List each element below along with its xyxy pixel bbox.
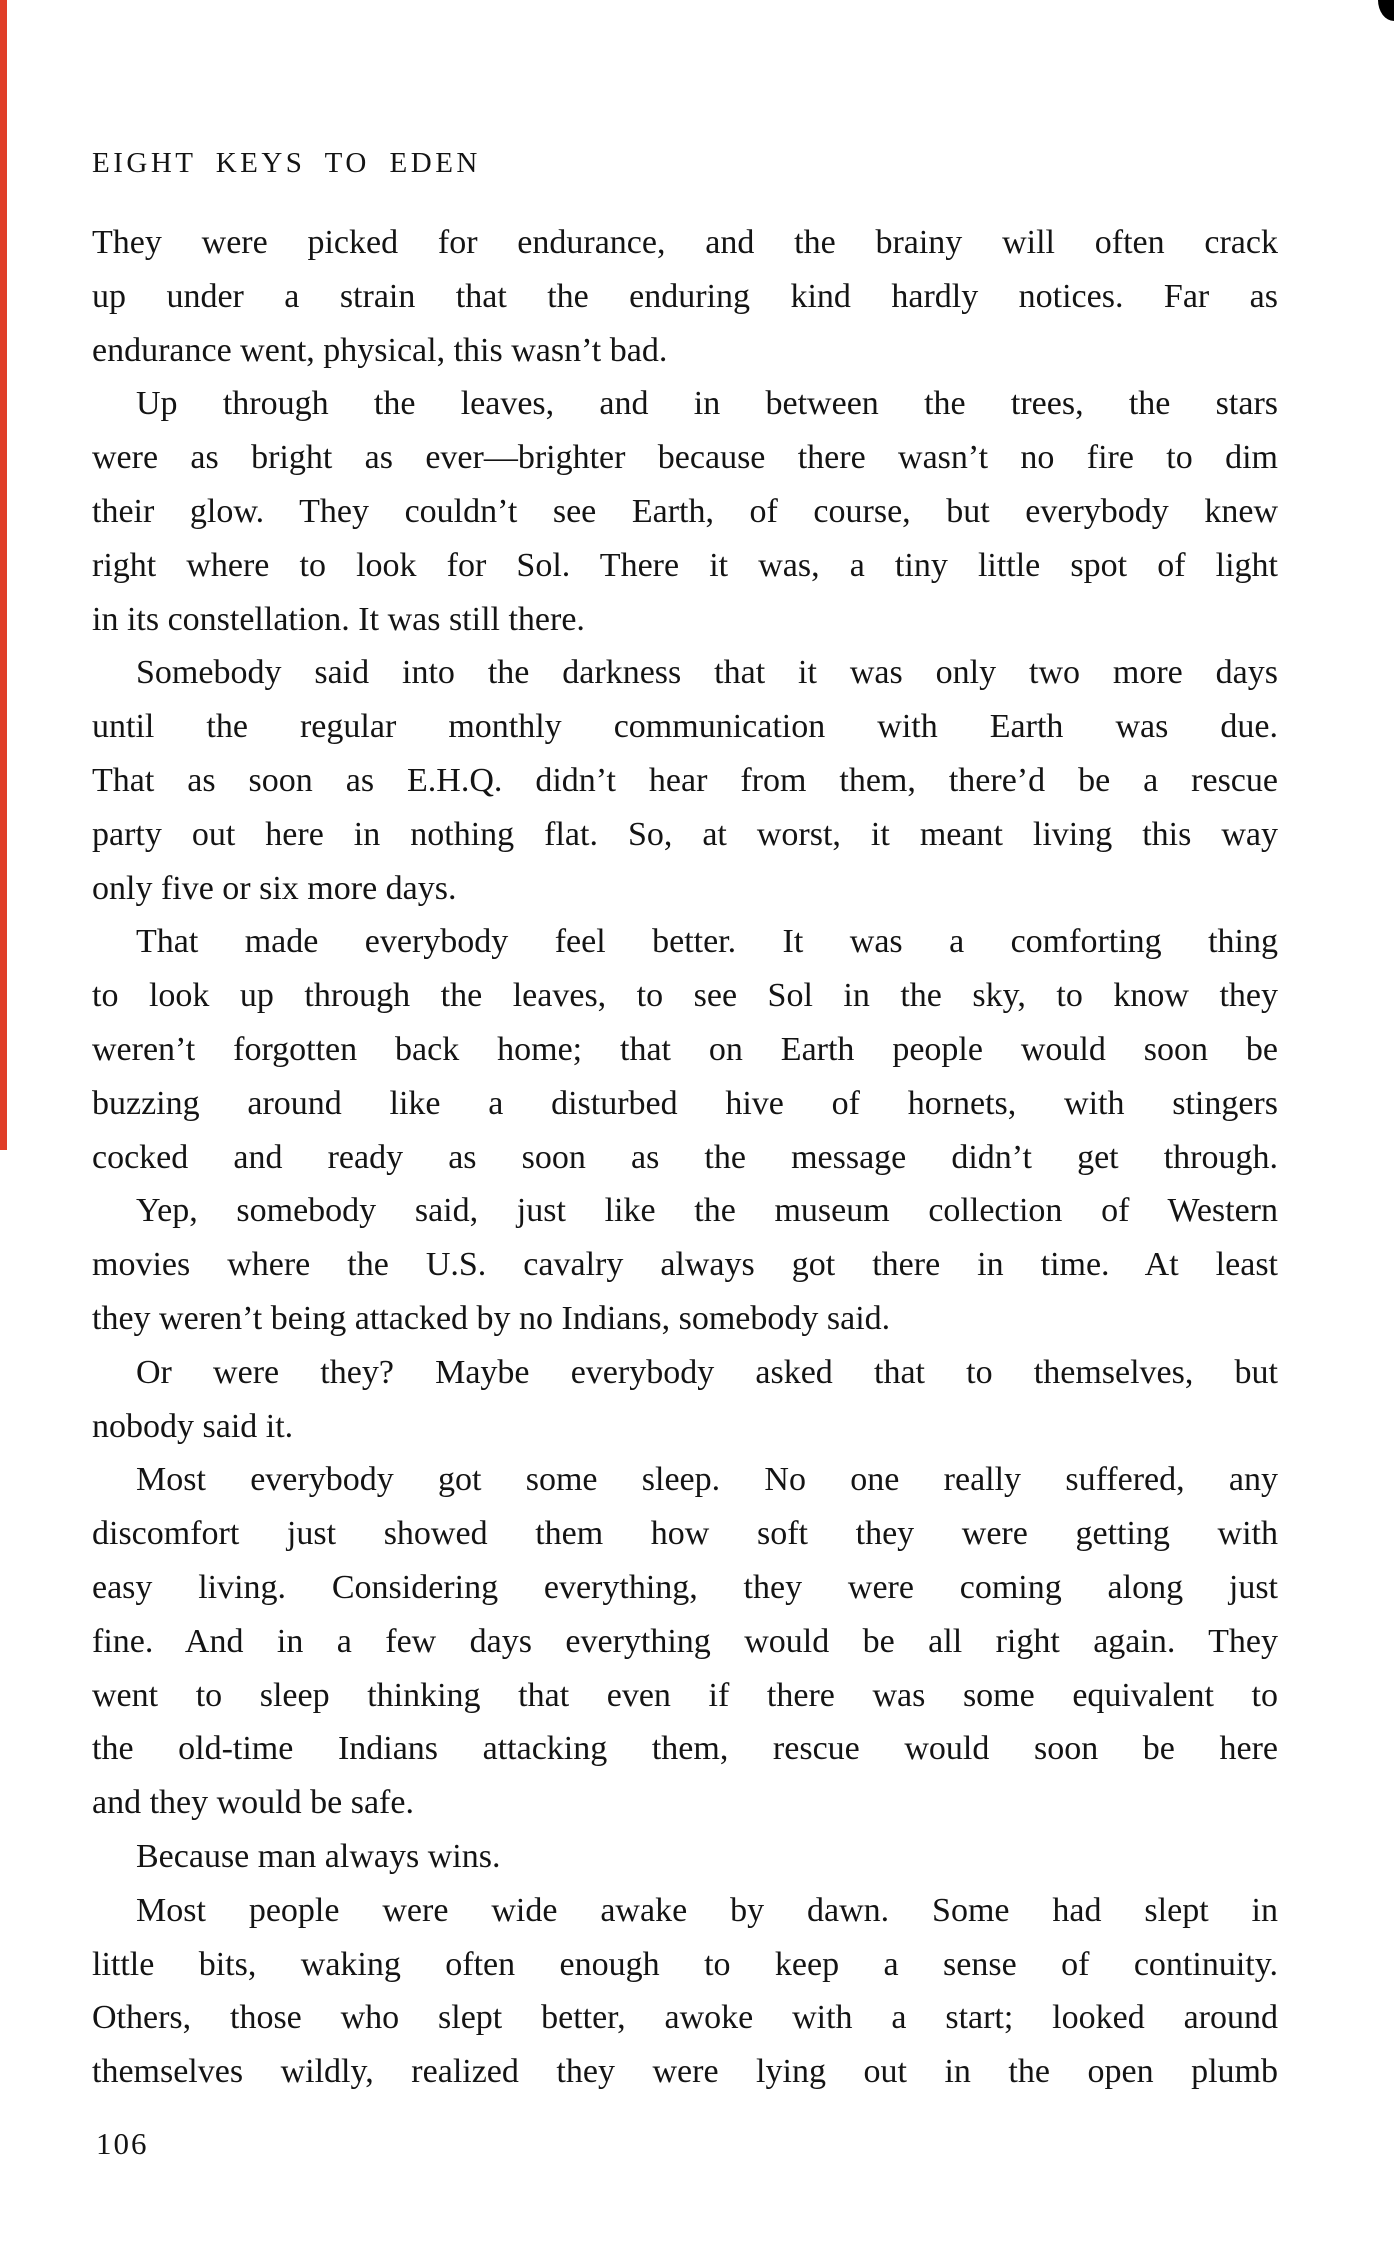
text-line: were as bright as ever—brighter because there wasn’t no fire to dim	[92, 439, 1278, 477]
text-line: Most people were wide awake by dawn. Some had slept in	[136, 1891, 1278, 1929]
paragraph	[92, 1830, 1278, 1884]
text-line: endurance went, physical, this wasn’t bad.	[92, 331, 668, 369]
text-line: themselves wildly, realized they were lying out in the open plumb	[92, 2053, 1278, 2091]
page-corner-mark	[1378, 0, 1394, 21]
text-line: they weren’t being attacked by no Indians, somebody said.	[92, 1299, 891, 1337]
text-line: in its constellation. It was still there.	[92, 600, 585, 638]
text-line: discomfort just showed them how soft they were getting with	[92, 1515, 1278, 1553]
text-line: until the regular monthly communication with Earth was due.	[92, 708, 1278, 746]
text-line: weren’t forgotten back home; that on Earth people would soon be	[92, 1030, 1278, 1068]
text-line: Somebody said into the darkness that it was only two more days	[136, 654, 1278, 692]
text-line: Up through the leaves, and in between the trees, the stars	[136, 385, 1278, 423]
paragraph	[92, 1184, 1278, 1345]
text-line: fine. And in a few days everything would be all right again. They	[92, 1622, 1278, 1660]
text-line: cocked and ready as soon as the message didn’t get through.	[92, 1138, 1278, 1176]
paragraph	[92, 915, 1278, 1184]
text-line: buzzing around like a disturbed hive of hornets, with stingers	[92, 1084, 1278, 1122]
text-line: easy living. Considering everything, they were coming along just	[92, 1568, 1278, 1606]
paragraph	[92, 1884, 1278, 2099]
text-line: their glow. They couldn’t see Earth, of course, but everybody knew	[92, 492, 1278, 530]
text-line: little bits, waking often enough to keep a sense of continuity.	[92, 1945, 1278, 1983]
running-header: EIGHT KEYS TO EDEN	[92, 147, 481, 179]
paragraph	[92, 1453, 1278, 1830]
text-line: only five or six more days.	[92, 869, 457, 907]
text-line: up under a strain that the enduring kind hardly notices. Far as	[92, 277, 1278, 315]
text-line: the old-time Indians attacking them, rescue would soon be here	[92, 1730, 1278, 1768]
text-line: movies where the U.S. cavalry always got there in time. At least	[92, 1246, 1278, 1284]
text-line: and they would be safe.	[92, 1784, 414, 1822]
text-line: right where to look for Sol. There it was, a tiny little spot of light	[92, 546, 1278, 584]
page-body	[92, 216, 1278, 2099]
paragraph	[92, 377, 1278, 646]
edge-stripe-mark	[0, 0, 7, 1150]
text-line: Because man always wins.	[136, 1837, 501, 1875]
page-number: 106	[96, 2126, 149, 2161]
text-line: nobody said it.	[92, 1407, 294, 1445]
paragraph	[92, 216, 1278, 377]
text-line: party out here in nothing flat. So, at worst, it meant living this way	[92, 815, 1278, 853]
paragraph	[92, 1346, 1278, 1454]
text-line: That as soon as E.H.Q. didn’t hear from them, there’d be a rescue	[92, 761, 1278, 799]
paragraph	[92, 646, 1278, 915]
text-line: Most everybody got some sleep. No one really suffered, any	[136, 1461, 1278, 1499]
text-line: to look up through the leaves, to see Sol in the sky, to know they	[92, 977, 1278, 1015]
text-line: Or were they? Maybe everybody asked that to themselves, but	[136, 1353, 1278, 1391]
text-line: They were picked for endurance, and the brainy will often crack	[92, 224, 1278, 261]
text-line: went to sleep thinking that even if there was some equivalent to	[92, 1676, 1278, 1714]
text-line: Others, those who slept better, awoke with a start; looked around	[92, 1999, 1278, 2037]
text-line: Yep, somebody said, just like the museum collection of Western	[136, 1192, 1278, 1230]
text-line: That made everybody feel better. It was a comforting thing	[136, 923, 1278, 961]
